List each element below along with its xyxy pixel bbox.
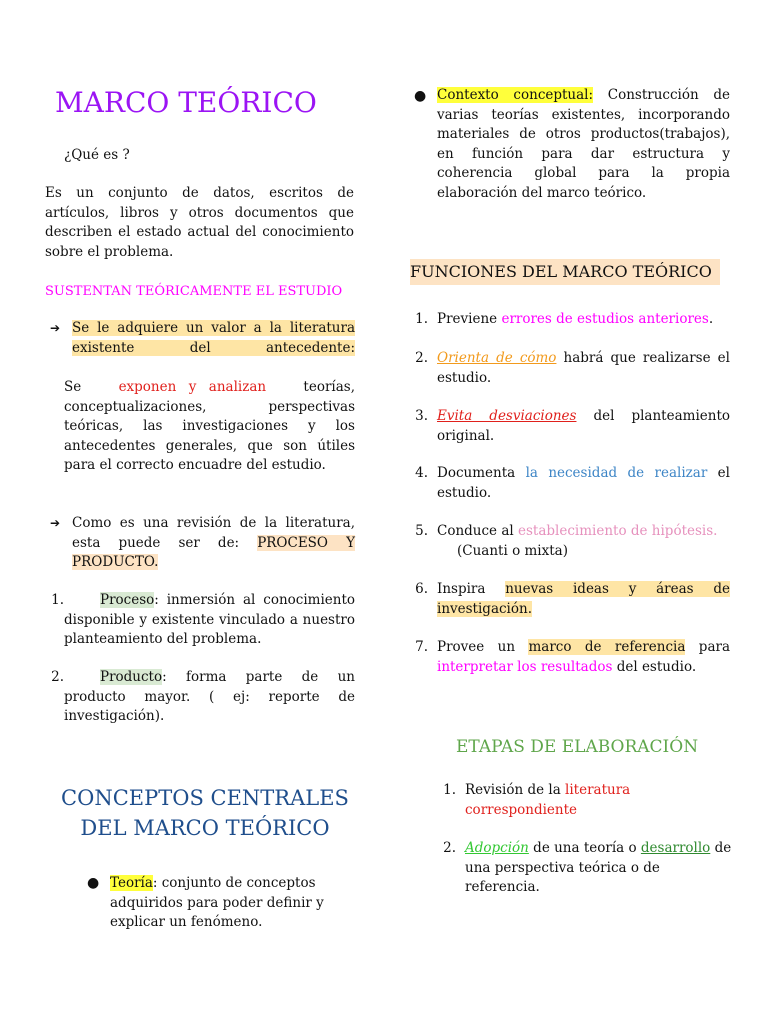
list-number-1: 1.	[51, 592, 64, 608]
func-number-5: 5.	[415, 523, 428, 539]
etapa-2-d: de una perspectiva teórica o de referencia.	[465, 840, 732, 895]
arrow-bullet-icon: ➔	[50, 321, 61, 335]
etapas-title: ETAPAS DE ELABORACIÓN	[456, 737, 699, 757]
func-number-4: 4.	[415, 465, 428, 481]
funcion-2-a: Orienta de cómo	[437, 350, 557, 366]
funcion-4-c: el estudio.	[437, 465, 730, 501]
term-contexto: Contexto conceptual:	[437, 87, 594, 103]
etapa-number-2: 2.	[443, 840, 456, 856]
list-item-proceso	[64, 591, 355, 650]
desc-teoria: : conjunto de conceptos adquiridos para poder definir y explicar un fenómeno.	[110, 875, 324, 930]
definition-paragraph: Es un conjunto de datos, escritos de artículos, libros y otros documentos que describen el estado actual del conocimiento sobre el problema.	[45, 185, 354, 260]
funcion-7-d: interpretar los resultados	[437, 658, 613, 675]
etapa-1-a: Revisión de la	[465, 782, 561, 798]
funcion-7-a: Provee un	[437, 639, 516, 655]
funcion-3-a: Evita desviaciones	[437, 408, 577, 424]
etapa-2-a: Adopción	[465, 840, 529, 856]
funciones-title: FUNCIONES DEL MARCO TEÓRICO	[410, 259, 720, 285]
list-item-producto	[64, 668, 355, 727]
etapa-item-2	[465, 839, 735, 898]
func-number-2: 2.	[415, 350, 428, 366]
funcion-item-5	[437, 522, 730, 561]
func-number-3: 3.	[415, 408, 428, 424]
funcion-6-a: Inspira	[437, 581, 486, 597]
desc-contexto: Construcción de varias teorías existentes, incorporando materiales de otros productos(trabajos), en función para dar estructura y coherencia global para la propia elaboración del marco teórico.	[437, 87, 730, 201]
funcion-2-b: habrá que realizarse el estudio.	[437, 350, 730, 386]
teoria-item	[110, 874, 350, 933]
etapa-2-c: desarrollo	[640, 840, 711, 856]
etapa-number-1: 1.	[443, 782, 456, 798]
funcion-5-b: establecimiento de hipótesis.	[518, 523, 718, 539]
exponen-highlight: exponen y analizan	[118, 379, 267, 395]
funcion-6-b: nuevas ideas y áreas de investigación.	[437, 581, 730, 617]
desc-proceso: : inmersión al conocimiento disponible y existente vinculado a nuestro planteamiento del problema.	[64, 592, 355, 647]
arrow-bullet-icon-2: ➔	[50, 516, 61, 530]
list-number-2: 2.	[51, 669, 64, 685]
funcion-4-a: Documenta	[437, 465, 516, 481]
funcion-7-b: marco de referencia	[528, 639, 686, 655]
func-number-7: 7.	[415, 639, 428, 655]
funcion-1-b: errores de estudios anteriores	[501, 311, 709, 327]
term-proceso: Proceso	[100, 592, 155, 608]
funcion-item-3	[437, 407, 730, 446]
funcion-item-1	[437, 310, 730, 330]
funcion-3-b: del planteamiento original.	[437, 408, 730, 444]
bullet-icon: ●	[87, 875, 100, 891]
conceptos-title-line-1: CONCEPTOS CENTRALES	[61, 786, 349, 810]
desc-producto: : forma parte de un producto mayor. ( ej: reporte de investigación).	[64, 669, 355, 724]
arrow-item-2-highlight: PROCESO Y PRODUCTO.	[72, 534, 355, 570]
conceptos-title-line-2: DEL MARCO TEÓRICO	[80, 816, 330, 840]
funcion-item-6	[437, 580, 730, 619]
term-teoria: Teoría	[110, 875, 153, 891]
contexto-item	[437, 86, 730, 203]
funcion-1-a: Previene	[437, 311, 498, 327]
arrow-item-2	[72, 514, 355, 573]
funcion-1-c: .	[708, 311, 714, 327]
funcion-7-e: del estudio.	[616, 658, 697, 675]
funcion-5-a: Conduce al	[437, 523, 514, 539]
funcion-4-b: la necesidad de realizar	[525, 465, 708, 481]
funcion-7-c: para	[698, 639, 730, 655]
etapa-2-b: de una teoría o	[533, 840, 637, 856]
page-title: MARCO TEÓRICO	[55, 86, 317, 119]
exponen-post: teorías, conceptualizaciones, perspectivas teóricas, las investigaciones y los antecedentes generales, que son útiles para el correcto encuadre del estudio.	[64, 379, 356, 473]
funcion-5-c: (Cuanti o mixta)	[457, 542, 568, 559]
bullet-icon-contexto: ●	[414, 88, 427, 104]
arrow-item-1-text: Se le adquiere un valor a la literatura existente del antecedente:	[72, 320, 355, 356]
etapa-1-b: literatura correspondiente	[465, 782, 631, 818]
conceptos-title	[45, 783, 365, 843]
exponen-paragraph	[64, 378, 355, 476]
funcion-item-7	[437, 638, 730, 677]
funcion-item-2	[437, 349, 730, 388]
sustentan-heading: SUSTENTAN TEÓRICAMENTE EL ESTUDIO	[45, 284, 343, 299]
funcion-item-4	[437, 464, 730, 503]
func-number-1: 1.	[415, 311, 428, 327]
arrow-item-2-text: Como es una revisión de la literatura, esta puede ser de:	[72, 515, 355, 551]
exponen-pre: Se	[64, 379, 82, 395]
term-producto: Producto	[100, 669, 163, 685]
func-number-6: 6.	[415, 581, 428, 597]
etapa-item-1	[465, 781, 665, 820]
que-es-heading: ¿Qué es ?	[64, 147, 130, 163]
arrow-item-1	[72, 319, 355, 358]
